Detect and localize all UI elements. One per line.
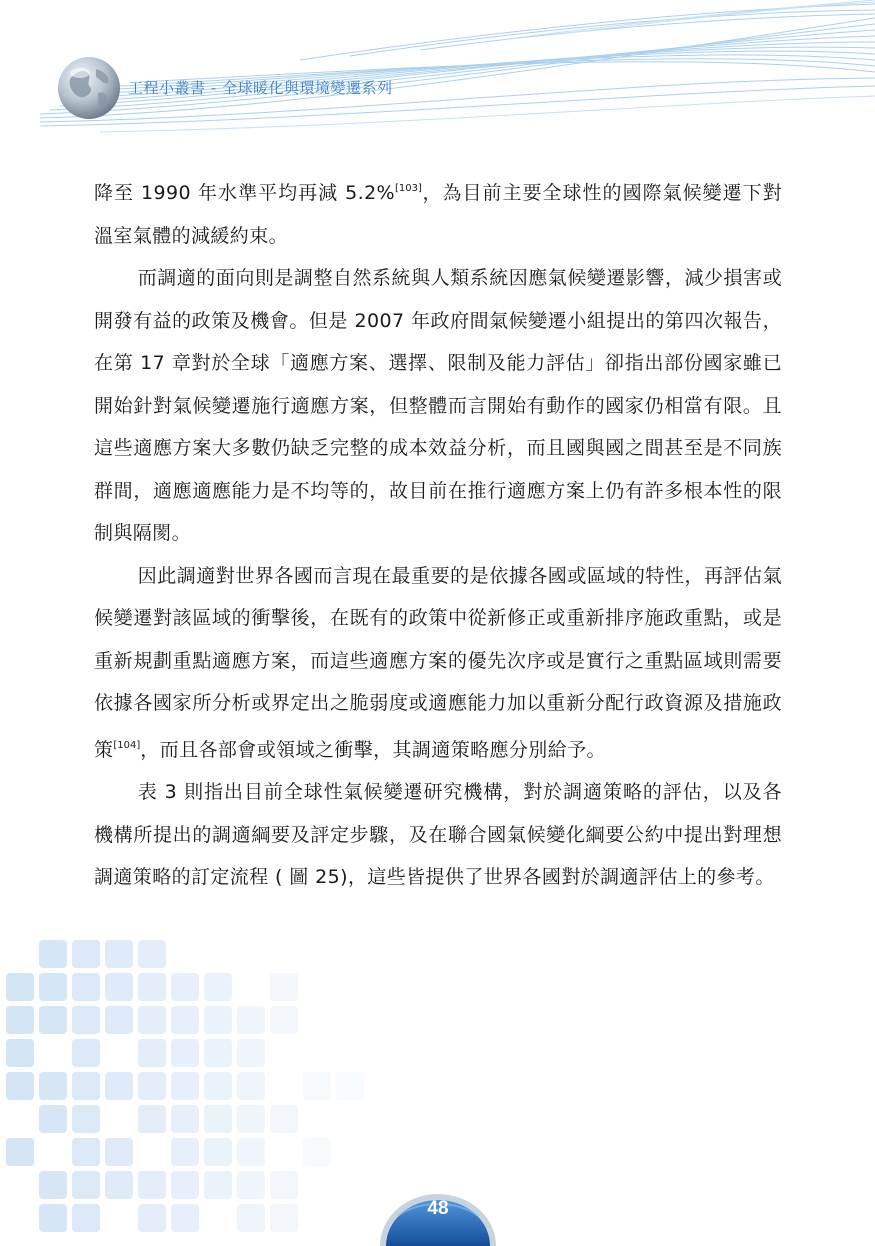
pattern-tile xyxy=(138,1072,166,1100)
pattern-tile xyxy=(39,1105,67,1133)
pattern-tile xyxy=(171,1204,199,1232)
paragraph-3-text-a: 因此調適對世界各國而言現在最重要的是依據各國或區域的特性，再評估氣候變遷對該區域的衝擊後，在既有的政策中從新修正或重新排序施政重點，或是重新規劃重點適應方案，而這些適應方案的優先次序或是實行之重點區域則需要依據各國家所分析或界定出之脆弱度或適應能力加以重新分配行政資源及措施政策 xyxy=(94,564,782,761)
pattern-tile xyxy=(138,1039,166,1067)
pattern-tile xyxy=(6,973,34,1001)
pattern-tile xyxy=(72,1105,100,1133)
pattern-tile xyxy=(72,1072,100,1100)
paragraph-1 xyxy=(94,168,782,257)
pattern-tile xyxy=(105,1006,133,1034)
pattern-tile xyxy=(39,973,67,1001)
pattern-tile xyxy=(72,1204,100,1232)
pattern-tile xyxy=(138,1006,166,1034)
pattern-tile xyxy=(336,1072,364,1100)
pattern-tile xyxy=(6,1039,34,1067)
pattern-tile xyxy=(270,1105,298,1133)
pattern-tile xyxy=(105,1072,133,1100)
pattern-tile xyxy=(138,973,166,1001)
pattern-tile xyxy=(72,1171,100,1199)
pattern-tile xyxy=(204,973,232,1001)
pattern-tile xyxy=(204,1171,232,1199)
pattern-tile xyxy=(105,940,133,968)
pattern-tile xyxy=(303,1138,331,1166)
header-swoosh-decoration xyxy=(0,0,875,150)
pattern-tile xyxy=(72,973,100,1001)
pattern-tile xyxy=(6,1072,34,1100)
paragraph-1-text-b: ，為目前主要全球性的國際氣候變遷下對溫室氣體的減緩約束。 xyxy=(94,182,783,247)
pattern-tile xyxy=(204,1006,232,1034)
pattern-tile xyxy=(270,1204,298,1232)
pattern-tile xyxy=(303,1072,331,1100)
body-text xyxy=(94,168,782,899)
pattern-tile xyxy=(171,1171,199,1199)
pattern-tile xyxy=(171,1138,199,1166)
pattern-tile xyxy=(105,973,133,1001)
pattern-tile xyxy=(270,1171,298,1199)
pattern-tile xyxy=(171,1039,199,1067)
pattern-tile xyxy=(270,973,298,1001)
pattern-tile xyxy=(39,1204,67,1232)
pattern-tile xyxy=(39,1072,67,1100)
page-number: 48 xyxy=(427,1198,449,1219)
pattern-tile xyxy=(237,1171,265,1199)
pattern-tile xyxy=(237,1138,265,1166)
pattern-tile xyxy=(6,1138,34,1166)
pattern-tile xyxy=(237,1072,265,1100)
paragraph-2: 而調適的面向則是調整自然系統與人類系統因應氣候變遷影響，減少損害或開發有益的政策及機會。但是 2007 年政府間氣候變遷小組提出的第四次報告，在第 17 章對於全球「適應方案、選擇、限制及能力評估」卻指出部份國家雖已開始針對氣候變遷施行適應方案，但整體而言開始有動作的國家仍相當有限。且這些適應方案大多數仍缺乏完整的成本效益分析，而且國與國之間甚至是不同族群間，適應適應能力是不均等的，故目前在推行適應方案上仍有許多根本性的限制與隔閡。 xyxy=(94,267,782,544)
pattern-tile xyxy=(237,1006,265,1034)
pattern-tile xyxy=(105,1171,133,1199)
pattern-tile xyxy=(105,1138,133,1166)
pattern-tile xyxy=(270,1006,298,1034)
pattern-tile xyxy=(237,1204,265,1232)
globe-icon xyxy=(56,55,122,121)
pattern-tile xyxy=(204,1039,232,1067)
pattern-tile xyxy=(237,1039,265,1067)
pattern-tile xyxy=(72,1006,100,1034)
pattern-tile xyxy=(39,1171,67,1199)
pattern-tile xyxy=(237,1105,265,1133)
tile-pattern-decoration xyxy=(0,930,420,1241)
pattern-tile xyxy=(171,1105,199,1133)
pattern-tile xyxy=(6,1006,34,1034)
pattern-tile xyxy=(171,1072,199,1100)
paragraph-3-text-b: ，而且各部會或領域之衝擊，其調適策略應分別給予。 xyxy=(140,738,606,761)
pattern-tile xyxy=(138,1204,166,1232)
reference-103: [103] xyxy=(395,183,422,194)
pattern-tile xyxy=(72,940,100,968)
pattern-tile xyxy=(204,1072,232,1100)
pattern-tile xyxy=(171,973,199,1001)
paragraph-1-text-a: 降至 1990 年水準平均再減 5.2% xyxy=(94,182,396,204)
pattern-tile xyxy=(171,1006,199,1034)
reference-104: [104] xyxy=(113,739,141,751)
pattern-tile xyxy=(204,1138,232,1166)
pattern-tile xyxy=(138,1105,166,1133)
pattern-tile xyxy=(138,940,166,968)
series-title: 工程小叢書 - 全球暖化與環境變遷系列 xyxy=(128,79,393,97)
paragraph-3 xyxy=(94,555,782,772)
pattern-tile xyxy=(72,1138,100,1166)
pattern-tile xyxy=(39,940,67,968)
paragraph-4: 表 3 則指出目前全球性氣候變遷研究機構，對於調適策略的評估，以及各機構所提出的調適綱要及評定步驟，及在聯合國氣候變化綱要公約中提出對理想調適策略的訂定流程 ( 圖 25)，這些皆提供了世界各國對於調適評估上的參考。 xyxy=(94,781,782,888)
pattern-tile xyxy=(138,1171,166,1199)
pattern-tile xyxy=(39,1006,67,1034)
pattern-tile xyxy=(204,1105,232,1133)
pattern-tile xyxy=(72,1039,100,1067)
